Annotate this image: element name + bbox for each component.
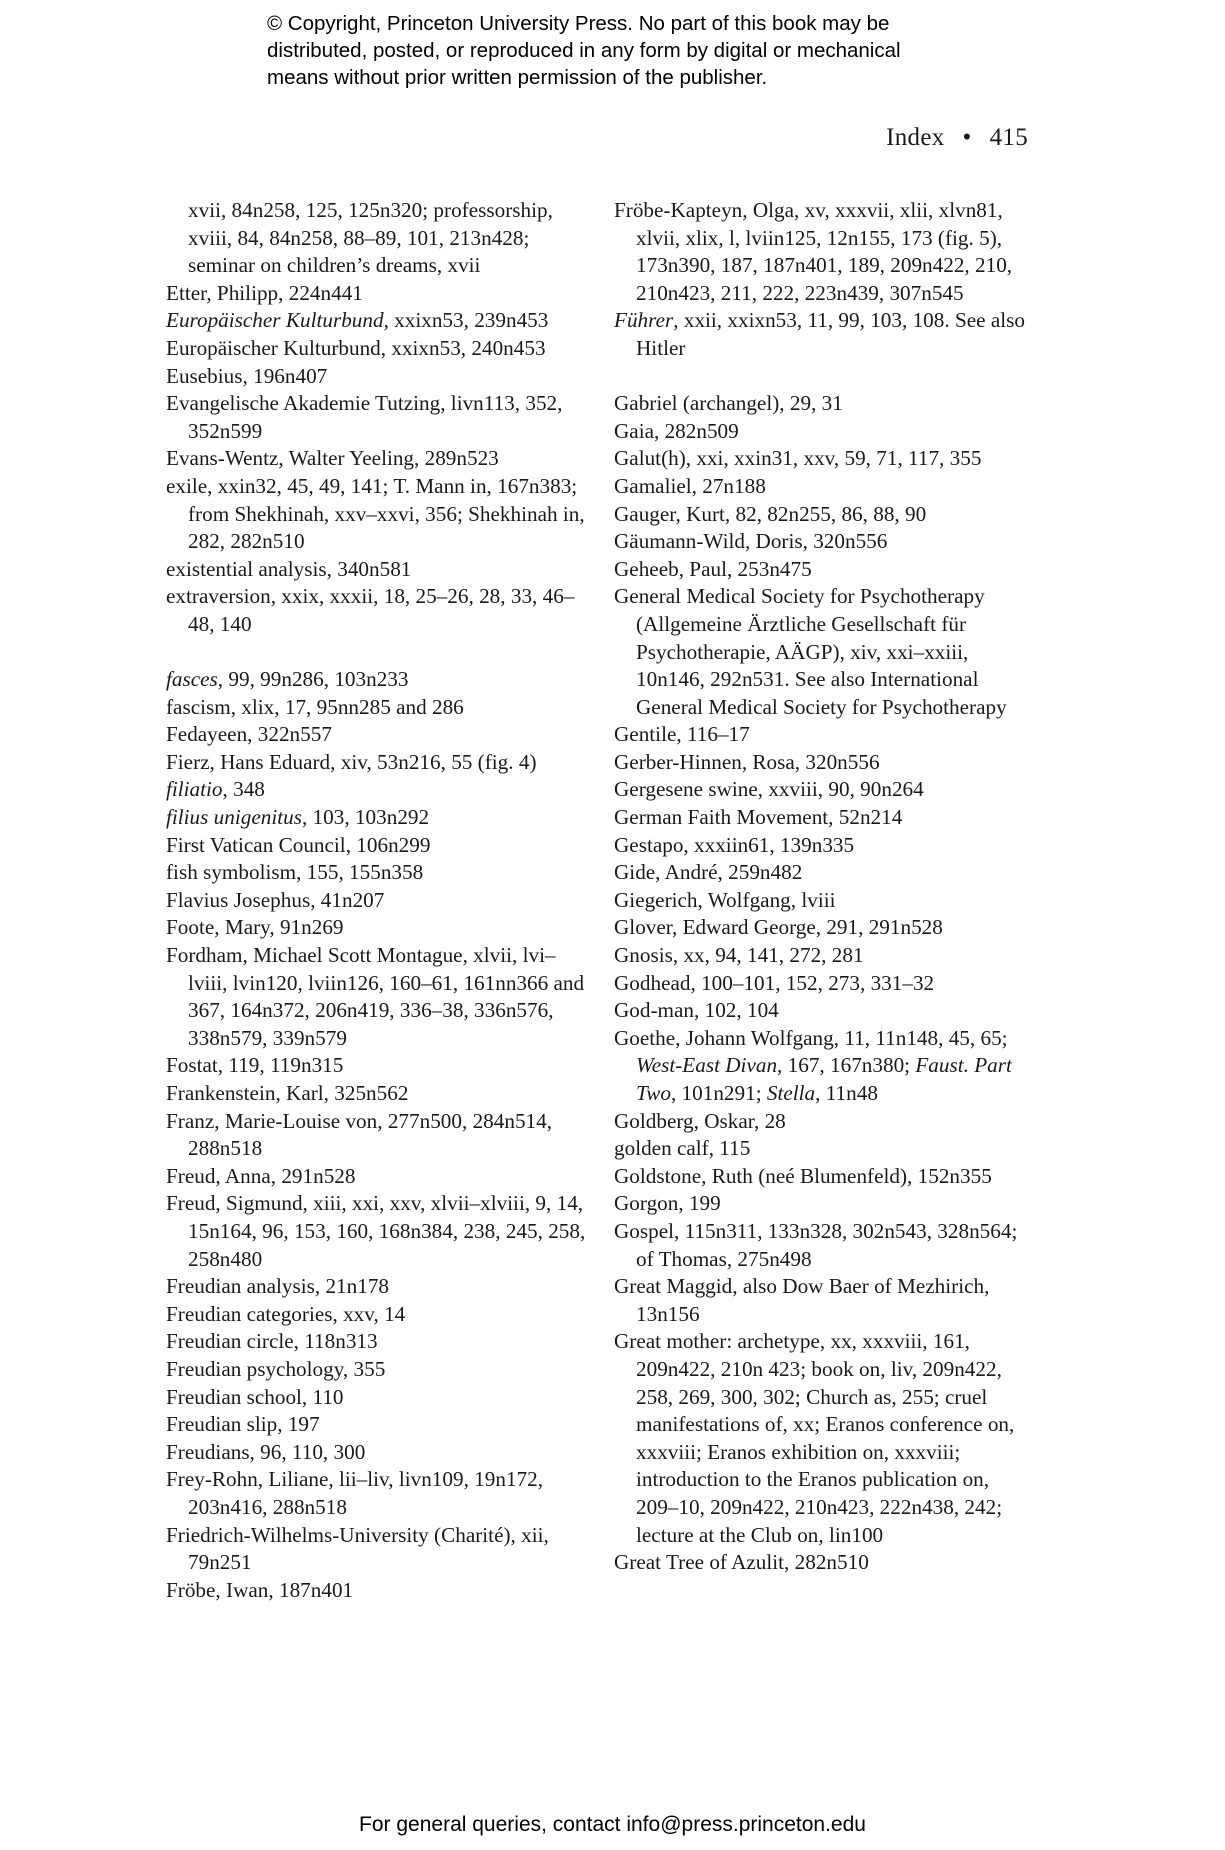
index-entry bbox=[166, 1577, 586, 1605]
index-text: Galut(h), xxi, xxin31, xxv, 59, 71, 117, 355 bbox=[614, 446, 982, 471]
index-entry bbox=[166, 1273, 586, 1301]
index-entry bbox=[614, 445, 1034, 473]
index-entry bbox=[166, 721, 586, 749]
index-entry bbox=[614, 1273, 1034, 1328]
index-entry bbox=[166, 776, 586, 804]
index-term-italic: West-East Divan bbox=[636, 1053, 778, 1078]
index-entry bbox=[614, 1549, 1034, 1577]
index-text: Gabriel (archangel), 29, 31 bbox=[614, 391, 843, 416]
index-entry bbox=[614, 970, 1034, 998]
index-entry bbox=[166, 1466, 586, 1521]
index-entry bbox=[614, 997, 1034, 1025]
index-entry bbox=[614, 473, 1034, 501]
index-text: , 99, 99n286, 103n233 bbox=[217, 667, 409, 692]
index-entry bbox=[166, 473, 586, 556]
index-text: , 101n291; bbox=[670, 1081, 767, 1105]
index-text: Giegerich, Wolfgang, lviii bbox=[614, 887, 836, 912]
index-entry bbox=[166, 804, 586, 832]
copyright-line: distributed, posted, or reproduced in any form by digital or mechanical bbox=[267, 39, 901, 62]
copyright-line: © Copyright, Princeton University Press. No part of this book may be bbox=[267, 12, 890, 35]
index-entry bbox=[614, 1328, 1034, 1549]
index-text: Freudian school, 110 bbox=[166, 1384, 344, 1409]
index-text: Geheeb, Paul, 253n475 bbox=[614, 556, 812, 581]
index-term-italic: Faust. Part Two bbox=[636, 1053, 1012, 1105]
index-text: Gnosis, xx, 94, 141, 272, 281 bbox=[614, 943, 864, 968]
index-text: , 348 bbox=[222, 777, 265, 802]
index-entry bbox=[166, 556, 586, 584]
index-entry bbox=[614, 390, 1034, 418]
index-entry bbox=[166, 583, 586, 638]
letter-group-gap bbox=[166, 639, 586, 667]
index-text: Goldberg, Oskar, 28 bbox=[614, 1108, 786, 1133]
index-text: Friedrich-Wilhelms-University (Charité), xii, 79n251 bbox=[166, 1522, 549, 1575]
bullet-separator: • bbox=[962, 124, 972, 151]
running-head bbox=[886, 124, 1028, 152]
index-text: Fröbe, Iwan, 187n401 bbox=[166, 1577, 354, 1602]
index-text: Freudians, 96, 110, 300 bbox=[166, 1439, 366, 1464]
index-entry bbox=[166, 445, 586, 473]
index-text: , 167, 167n380; bbox=[777, 1053, 916, 1078]
index-term-italic: filiatio bbox=[166, 777, 223, 802]
letter-group-gap bbox=[614, 363, 1034, 391]
index-text: First Vatican Council, 106n299 bbox=[166, 832, 431, 857]
section-title: Index bbox=[886, 124, 945, 151]
index-entry-continuation bbox=[166, 197, 586, 280]
index-text: , xxixn53, 239n453 bbox=[383, 308, 549, 333]
index-text: Foote, Mary, 91n269 bbox=[166, 915, 344, 940]
index-text: fascism, xlix, 17, 95nn285 and 286 bbox=[166, 694, 464, 719]
index-text: Great Tree of Azulit, 282n510 bbox=[614, 1550, 869, 1575]
index-entry bbox=[166, 1328, 586, 1356]
index-text: Glover, Edward George, 291, 291n528 bbox=[614, 915, 943, 940]
copyright-line: means without prior written permission of the publisher. bbox=[267, 66, 768, 89]
index-text: Freud, Anna, 291n528 bbox=[166, 1163, 356, 1188]
index-entry bbox=[614, 528, 1034, 556]
index-text: Freudian circle, 118n313 bbox=[166, 1329, 378, 1354]
index-text: Gide, André, 259n482 bbox=[614, 860, 803, 885]
index-entry bbox=[166, 1384, 586, 1412]
index-text: Fröbe-Kapteyn, Olga, xv, xxxvii, xlii, xlvn81, xlvii, xlix, l, lviin125, 12n155, 173 (fig. 5), 173n390, 187, 187n401, 189, 209n422, 210, 210n423, 211, 222, 223n439, 307n545 bbox=[614, 198, 1013, 305]
index-entry bbox=[614, 1218, 1034, 1273]
index-text: Evans-Wentz, Walter Yeeling, 289n523 bbox=[166, 446, 499, 471]
index-text: Fedayeen, 322n557 bbox=[166, 722, 332, 747]
index-entry bbox=[614, 721, 1034, 749]
index-text: extraversion, xxix, xxxii, 18, 25–26, 28, 33, 46–48, 140 bbox=[166, 584, 575, 636]
index-entry bbox=[166, 363, 586, 391]
index-entry bbox=[166, 1108, 586, 1163]
index-entry bbox=[614, 859, 1034, 887]
index-entry bbox=[166, 1522, 586, 1577]
index-text: Fostat, 119, 119n315 bbox=[166, 1053, 344, 1078]
index-text: Gestapo, xxxiin61, 139n335 bbox=[614, 832, 855, 857]
index-term-italic: Führer bbox=[614, 308, 674, 333]
index-entry bbox=[614, 583, 1034, 721]
index-term-italic: fasces bbox=[166, 667, 218, 692]
index-entry bbox=[614, 1190, 1034, 1218]
index-term-italic: filius unigenitus bbox=[166, 805, 302, 830]
index-text: Fierz, Hans Eduard, xiv, 53n216, 55 (fig. 4) bbox=[166, 749, 537, 774]
index-text: Europäischer Kulturbund, xxixn53, 240n453 bbox=[166, 335, 546, 360]
index-text: , 11n48 bbox=[815, 1081, 878, 1105]
index-text: Godhead, 100–101, 152, 273, 331–32 bbox=[614, 970, 935, 995]
index-text: Gäumann-Wild, Doris, 320n556 bbox=[614, 529, 888, 554]
index-text: existential analysis, 340n581 bbox=[166, 556, 412, 581]
index-entry bbox=[166, 335, 586, 363]
index-text: Freudian psychology, 355 bbox=[166, 1356, 386, 1381]
index-entry bbox=[166, 832, 586, 860]
index-entry bbox=[614, 887, 1034, 915]
index-entry bbox=[614, 914, 1034, 942]
index-entry bbox=[166, 1080, 586, 1108]
index-entry bbox=[166, 859, 586, 887]
index-entry bbox=[614, 1163, 1034, 1191]
index-entry bbox=[166, 887, 586, 915]
index-text: , 103, 103n292 bbox=[301, 805, 430, 830]
index-text: exile, xxin32, 45, 49, 141; T. Mann in, 167n383; from Shekhinah, xxv–xxvi, 356; Shekhinah in, 282, 282n510 bbox=[166, 473, 585, 554]
index-entry bbox=[614, 307, 1034, 362]
index-text: golden calf, 115 bbox=[614, 1136, 751, 1161]
index-text: Great mother: archetype, xx, xxxviii, 161, 209n422, 210n 423; book on, liv, 209n422, 258, 269, 300, 302; Church as, 255; cruel manifestations of, xx; Eranos conference on, xxxviii; Eranos exhibition on, xxxviii; introduction to the Eranos publication on, 209–10, 209n422, 210n423, 222n438, 242; lecture at the Club on, lin100 bbox=[614, 1329, 1015, 1547]
index-entry bbox=[614, 1025, 1034, 1108]
index-text: , xxii, xxixn53, 11, 99, 103, 108. See also Hitler bbox=[636, 308, 1025, 360]
index-text: Flavius Josephus, 41n207 bbox=[166, 887, 385, 912]
index-entry bbox=[166, 1301, 586, 1329]
index-entry bbox=[166, 280, 586, 308]
index-entry bbox=[166, 694, 586, 722]
index-entry bbox=[614, 832, 1034, 860]
index-text: God-man, 102, 104 bbox=[614, 998, 779, 1023]
index-text: Fordham, Michael Scott Montague, xlvii, lvi–lviii, lvin120, lviin126, 160–61, 161nn366 and 367, 164n372, 206n419, 336–38, 336n576, 338n579, 339n579 bbox=[166, 943, 585, 1050]
index-text: Freudian categories, xxv, 14 bbox=[166, 1301, 406, 1326]
index-entry bbox=[166, 1411, 586, 1439]
index-entry bbox=[614, 1135, 1034, 1163]
index-entry bbox=[166, 1163, 586, 1191]
index-text: German Faith Movement, 52n214 bbox=[614, 805, 903, 830]
index-text: General Medical Society for Psychotherapy (Allgemeine Ärztliche Gesellschaft für Psychotherapie, AÄGP), xiv, xxi–xxiii, 10n146, 292n531. See also International General Medical Society for Psychotherapy bbox=[614, 584, 1007, 719]
index-entry bbox=[166, 666, 586, 694]
index-text: Gamaliel, 27n188 bbox=[614, 473, 766, 498]
index-entry bbox=[166, 914, 586, 942]
index-entry bbox=[166, 1190, 586, 1273]
index-entry bbox=[614, 942, 1034, 970]
index-text: Goldstone, Ruth (neé Blumenfeld), 152n355 bbox=[614, 1163, 992, 1188]
index-text: Goethe, Johann Wolfgang, 11, 11n148, 45, 65; bbox=[614, 1025, 1008, 1050]
index-entry bbox=[614, 418, 1034, 446]
index-entry bbox=[614, 749, 1034, 777]
index-entry bbox=[614, 776, 1034, 804]
index-text: Great Maggid, also Dow Baer of Mezhirich, 13n156 bbox=[614, 1274, 990, 1326]
index-entry bbox=[166, 1356, 586, 1384]
copyright-notice bbox=[267, 10, 1007, 91]
footer-contact: For general queries, contact info@press.princeton.edu bbox=[359, 1813, 866, 1836]
index-entry bbox=[166, 307, 586, 335]
page-number: 415 bbox=[989, 124, 1028, 151]
index-text: fish symbolism, 155, 155n358 bbox=[166, 860, 424, 885]
index-entry bbox=[614, 197, 1034, 307]
index-term-italic: Stella bbox=[766, 1081, 816, 1105]
index-text: Freudian slip, 197 bbox=[166, 1412, 320, 1437]
index-text: Gospel, 115n311, 133n328, 302n543, 328n564; of Thomas, 275n498 bbox=[614, 1218, 1018, 1271]
index-entry bbox=[166, 390, 586, 445]
index-text: Gentile, 116–17 bbox=[614, 722, 750, 747]
index-text: Evangelische Akademie Tutzing, livn113, 352, 352n599 bbox=[166, 391, 563, 443]
index-text: Freudian analysis, 21n178 bbox=[166, 1274, 390, 1299]
index-text: Franz, Marie-Louise von, 277n500, 284n514, 288n518 bbox=[166, 1108, 553, 1161]
index-entry bbox=[166, 1052, 586, 1080]
index-column-right bbox=[614, 197, 1034, 1577]
index-text: Frankenstein, Karl, 325n562 bbox=[166, 1081, 409, 1105]
index-text: Etter, Philipp, 224n441 bbox=[166, 280, 363, 305]
index-text: Gaia, 282n509 bbox=[614, 418, 739, 443]
index-entry bbox=[614, 1108, 1034, 1136]
index-entry bbox=[614, 501, 1034, 529]
index-column-left bbox=[166, 197, 586, 1604]
index-text: Gorgon, 199 bbox=[614, 1191, 721, 1216]
index-text: Eusebius, 196n407 bbox=[166, 363, 328, 388]
index-entry bbox=[166, 1439, 586, 1467]
index-term-italic: Europäischer Kulturbund bbox=[166, 308, 384, 333]
index-entry bbox=[614, 804, 1034, 832]
index-text: Gauger, Kurt, 82, 82n255, 86, 88, 90 bbox=[614, 501, 927, 526]
index-entry bbox=[166, 749, 586, 777]
index-entry bbox=[614, 556, 1034, 584]
index-text: Frey-Rohn, Liliane, lii–liv, livn109, 19n172, 203n416, 288n518 bbox=[166, 1467, 544, 1519]
index-text: Gerber-Hinnen, Rosa, 320n556 bbox=[614, 749, 880, 774]
index-text: xvii, 84n258, 125, 125n320; professorship, xviii, 84, 84n258, 88–89, 101, 213n428; seminar on children’s dreams, xvii bbox=[188, 198, 553, 278]
index-text: Freud, Sigmund, xiii, xxi, xxv, xlvii–xlviii, 9, 14, 15n164, 96, 153, 160, 168n384, 238, 245, 258, 258n480 bbox=[166, 1191, 586, 1271]
index-text: Gergesene swine, xxviii, 90, 90n264 bbox=[614, 777, 924, 802]
index-entry bbox=[166, 942, 586, 1052]
